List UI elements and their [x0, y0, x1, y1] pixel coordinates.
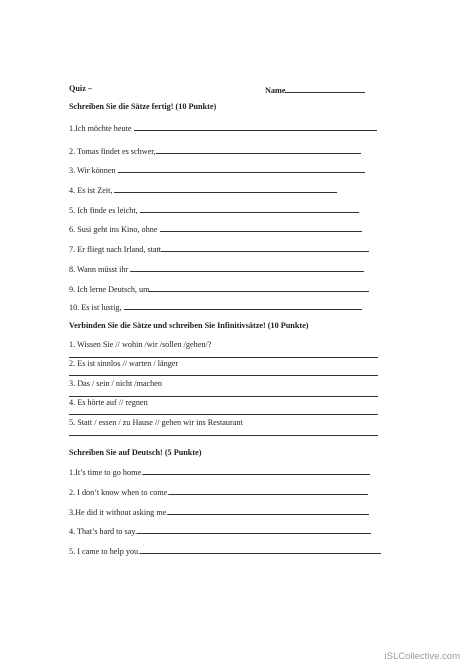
section2-item: 3. Das / sein / nicht /machen: [69, 379, 162, 388]
section1-item: 6. Susi geht ins Kino, ohne: [69, 223, 362, 235]
section1-item: 7. Er fliegt nach Irland, statt: [69, 243, 369, 255]
section1-item: 2. Tomas findet es schwer,: [69, 145, 361, 157]
answer-blank: [161, 243, 369, 252]
section3-item: 2. I don’t know when to come.: [69, 486, 368, 498]
section2-item: 5. Statt / essen / zu Hause // gehen wir ins Restaurant: [69, 418, 243, 427]
answer-line: [69, 396, 378, 397]
section2-item: 2. Es ist sinnlos // warten / länger: [69, 359, 179, 368]
answer-blank: [140, 204, 359, 213]
section3-item: 5. I came to help you.: [69, 545, 381, 557]
name-field: Name: [265, 84, 365, 96]
answer-blank: [156, 145, 361, 154]
answer-line: [69, 375, 378, 376]
section3-item: 1.It’s time to go home.: [69, 466, 370, 478]
answer-blank: [140, 545, 381, 554]
section1-item: 10. Es ist lustig,: [69, 301, 362, 313]
answer-blank: [168, 506, 369, 515]
section3-item: 4. That’s hard to say.: [69, 525, 371, 537]
section1-item: 4. Es ist Zeit,: [69, 184, 337, 196]
answer-line: [69, 435, 378, 436]
quiz-title: Quiz –: [69, 84, 92, 93]
answer-blank: [169, 486, 368, 495]
name-blank: [285, 84, 365, 93]
section1-heading: Schreiben Sie die Sätze fertig! (10 Punkte): [69, 102, 217, 111]
answer-line: [69, 414, 378, 415]
section3-item: 3.He did it without asking me.: [69, 506, 369, 518]
section1-item: 3. Wir können: [69, 164, 365, 176]
section1-item: 5. Ich finde es leicht,: [69, 204, 359, 216]
section1-item: 1.Ich möchte heute: [69, 122, 377, 134]
section2-item: 4. Es hörte auf // regnen: [69, 398, 148, 407]
answer-blank: [149, 283, 369, 292]
section1-item: 8. Wann müsst ihr: [69, 263, 364, 275]
section2-item: 1. Wissen Sie // wohin /wir /sollen /gehen/?: [69, 340, 212, 349]
section3-heading: Schreiben Sie auf Deutsch! (5 Punkte): [69, 448, 202, 457]
answer-blank: [130, 263, 364, 272]
answer-blank: [160, 223, 362, 232]
answer-blank: [134, 122, 377, 131]
answer-blank: [118, 164, 365, 173]
watermark: iSLCollective.com: [384, 651, 460, 662]
answer-blank: [114, 184, 337, 193]
section1-item: 9. Ich lerne Deutsch, um: [69, 283, 369, 295]
answer-blank: [143, 466, 370, 475]
section2-heading: Verbinden Sie die Sätze und schreiben Sie Infinitivsätze! (10 Punkte): [69, 321, 309, 330]
answer-blank: [137, 525, 371, 534]
answer-blank: [124, 301, 362, 310]
answer-line: [69, 357, 378, 358]
